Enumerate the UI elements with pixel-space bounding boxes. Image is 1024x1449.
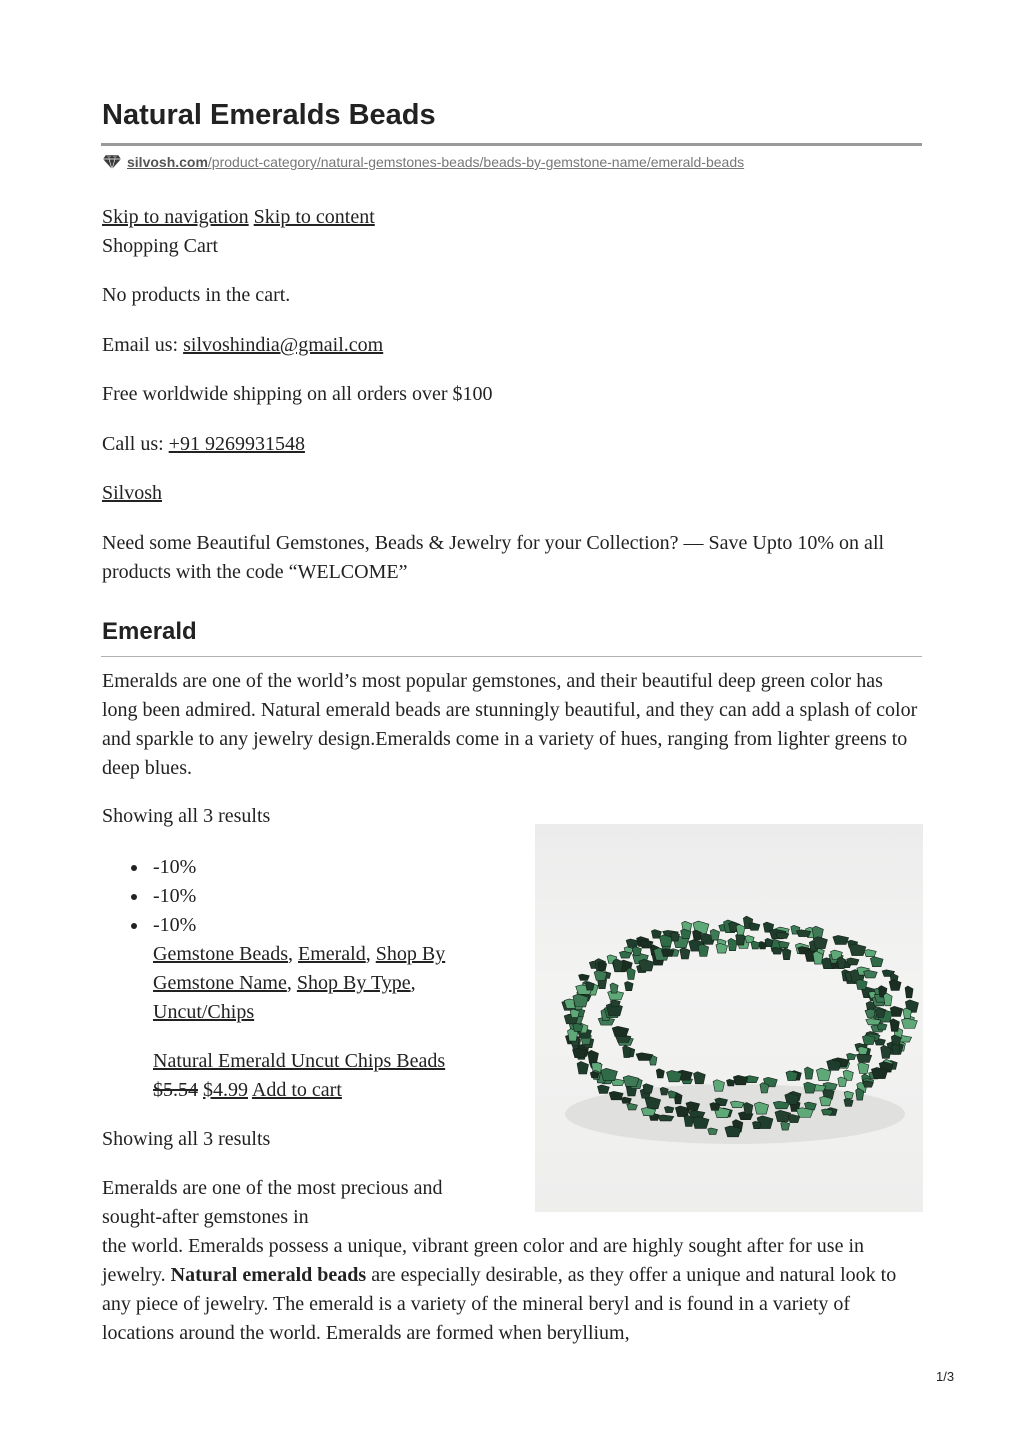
body-paragraph-start	[102, 1174, 502, 1232]
bead-chip	[858, 1062, 869, 1073]
add-to-cart-button[interactable]: Add to cart	[251, 1079, 342, 1101]
bead-chip	[821, 1109, 832, 1115]
bead-chip	[864, 970, 878, 978]
bead-chip	[765, 938, 773, 946]
bead-chip	[890, 1006, 902, 1016]
bead-chip	[901, 1018, 917, 1028]
source-domain[interactable]: silvosh.com	[127, 154, 208, 170]
source-url[interactable]	[102, 152, 744, 172]
discount-badge: -10%	[102, 853, 502, 882]
discount-badge: -10%	[102, 882, 502, 911]
bead-chip	[643, 1084, 653, 1093]
bead-chip	[658, 1115, 674, 1121]
body-text-part1: Emeralds are one of the most precious and sought-after gemstones in	[102, 1177, 443, 1228]
bead-chip	[813, 937, 827, 949]
brand-line	[102, 479, 922, 508]
page-title: Natural Emeralds Beads	[102, 99, 436, 131]
bead-chip	[656, 1069, 664, 1078]
bead-chip	[710, 929, 719, 940]
bead-chip	[847, 958, 859, 965]
bead-chip	[627, 968, 636, 980]
body-text-part2: are especially desirable, as they offer a unique and natural look to any piece of jewelry. The emerald is a variety of the mineral beryl and is found in a variety of locations around the world. Emeralds are formed when beryllium,	[102, 1264, 897, 1344]
bead-chip	[664, 1106, 674, 1112]
bead-chip	[625, 981, 634, 990]
bead-chip	[782, 948, 791, 960]
bead-chip	[772, 947, 783, 954]
bead-chip	[585, 982, 594, 990]
discount-badge: -10%	[102, 911, 502, 940]
body-paragraph	[102, 1232, 922, 1348]
bead-chip	[598, 1085, 610, 1093]
original-price: $5.54	[153, 1079, 198, 1101]
bead-chip	[612, 1026, 629, 1036]
bead-chip	[847, 1053, 856, 1059]
brand-link[interactable]: Silvosh	[102, 482, 163, 504]
bead-chip	[621, 1097, 631, 1103]
phone-line	[102, 430, 922, 459]
bead-chip	[856, 979, 867, 989]
bead-chip	[713, 1080, 724, 1092]
email-link[interactable]: silvoshindia@gmail.com	[183, 334, 384, 356]
bead-chip	[890, 1019, 899, 1032]
section-divider	[101, 656, 922, 657]
bead-chip	[636, 1053, 653, 1061]
page-number: 1/3	[936, 1369, 955, 1384]
bead-chip	[632, 947, 641, 956]
bead-chip	[905, 986, 913, 998]
bead-chip	[866, 1019, 881, 1025]
bead-chip	[870, 957, 883, 967]
category-link[interactable]: Shop By Type	[296, 972, 411, 994]
category-links: Gemstone Beads, Emerald, Shop By Gemstone Name, Shop By Type, Uncut/Chips	[153, 943, 446, 1023]
category-link[interactable]: Gemstone Beads	[153, 943, 288, 965]
empty-cart-message: No products in the cart.	[102, 284, 291, 306]
skip-links	[102, 203, 922, 232]
intro-paragraph: Emeralds are one of the world’s most popular gemstones, and their beautiful deep green color has long been admired. Natural emerald beads are stunningly beautiful, and they can add a splash of color and sparkle to any jewelry design.Emeralds come in a variety of hues, ranging from lighter greens to deep blues.	[102, 670, 918, 779]
skip-to-navigation-link[interactable]: Skip to navigation	[102, 206, 249, 228]
shopping-cart-heading: Shopping Cart	[102, 235, 219, 257]
section-heading: Emerald	[102, 618, 197, 645]
bead-chip	[601, 1068, 618, 1080]
bead-chip	[577, 1061, 588, 1074]
results-count: Showing all 3 results	[102, 805, 271, 827]
results-count-bottom: Showing all 3 results	[102, 1128, 271, 1150]
bead-chip	[751, 941, 760, 949]
bead-chip	[623, 1045, 631, 1057]
sale-price[interactable]: $4.99	[203, 1079, 248, 1101]
bead-chip	[804, 1082, 816, 1093]
bead-chip	[716, 943, 728, 953]
skip-to-content-link[interactable]: Skip to content	[253, 206, 375, 228]
bead-chip	[610, 1000, 620, 1007]
body-text-continued: the world. Emeralds possess a unique, vibrant green color and are highly sought after for use in jewelry.	[102, 1235, 865, 1286]
product-card	[102, 1047, 562, 1105]
bead-chip	[693, 1072, 705, 1084]
bead-chip	[804, 1067, 813, 1079]
promo-text: Need some Beautiful Gemstones, Beads & Jewelry for your Collection? — Save Upto 10% on all products with the code “WELCOME”	[102, 532, 885, 583]
email-line	[102, 331, 922, 360]
shipping-notice: Free worldwide shipping on all orders over $100	[102, 383, 493, 405]
bead-chip	[670, 932, 679, 941]
gem-icon	[102, 154, 122, 170]
bead-chip	[588, 1050, 599, 1062]
bead-chip	[639, 959, 654, 971]
body-text-bold: Natural emerald beads	[170, 1264, 367, 1286]
bead-chip	[627, 1103, 638, 1109]
bead-chip	[749, 923, 760, 931]
bead-chip	[619, 951, 631, 958]
bead-chip	[680, 948, 690, 959]
phone-label: Call us:	[102, 433, 169, 455]
bead-chip	[849, 944, 866, 956]
bead-chip	[778, 941, 789, 947]
product-details	[102, 940, 562, 1105]
bead-chip	[889, 980, 901, 991]
bead-chip	[837, 957, 845, 969]
bead-chip	[590, 1072, 599, 1078]
phone-link[interactable]: +91 9269931548	[168, 433, 305, 455]
bead-chip	[698, 944, 708, 956]
source-path[interactable]: /product-category/natural-gemstones-beads/beads-by-gemstone-name/emerald-beads	[207, 154, 745, 170]
bead-chip	[579, 974, 590, 980]
bead-chip	[776, 932, 789, 938]
category-link[interactable]: Shop By Gemstone Name	[153, 943, 446, 994]
bead-chip	[730, 1101, 744, 1108]
bead-chip	[833, 935, 849, 944]
bead-chip	[728, 938, 737, 950]
email-label: Email us:	[102, 334, 184, 356]
bead-chip	[736, 924, 745, 935]
bead-chip	[727, 1079, 736, 1086]
product-list	[102, 853, 502, 940]
bead-chip	[863, 1081, 874, 1087]
category-link[interactable]: Uncut/Chips	[153, 1001, 255, 1023]
bead-chip	[610, 983, 618, 993]
bead-chip	[796, 930, 811, 937]
product-title-link[interactable]: Natural Emerald Uncut Chips Beads	[153, 1050, 446, 1072]
bead-chip	[884, 993, 893, 1006]
bead-chip	[623, 1076, 639, 1087]
bead-chip	[864, 950, 876, 957]
title-divider	[101, 143, 922, 146]
category-link[interactable]: Emerald	[297, 943, 366, 965]
bead-chip	[640, 940, 653, 948]
